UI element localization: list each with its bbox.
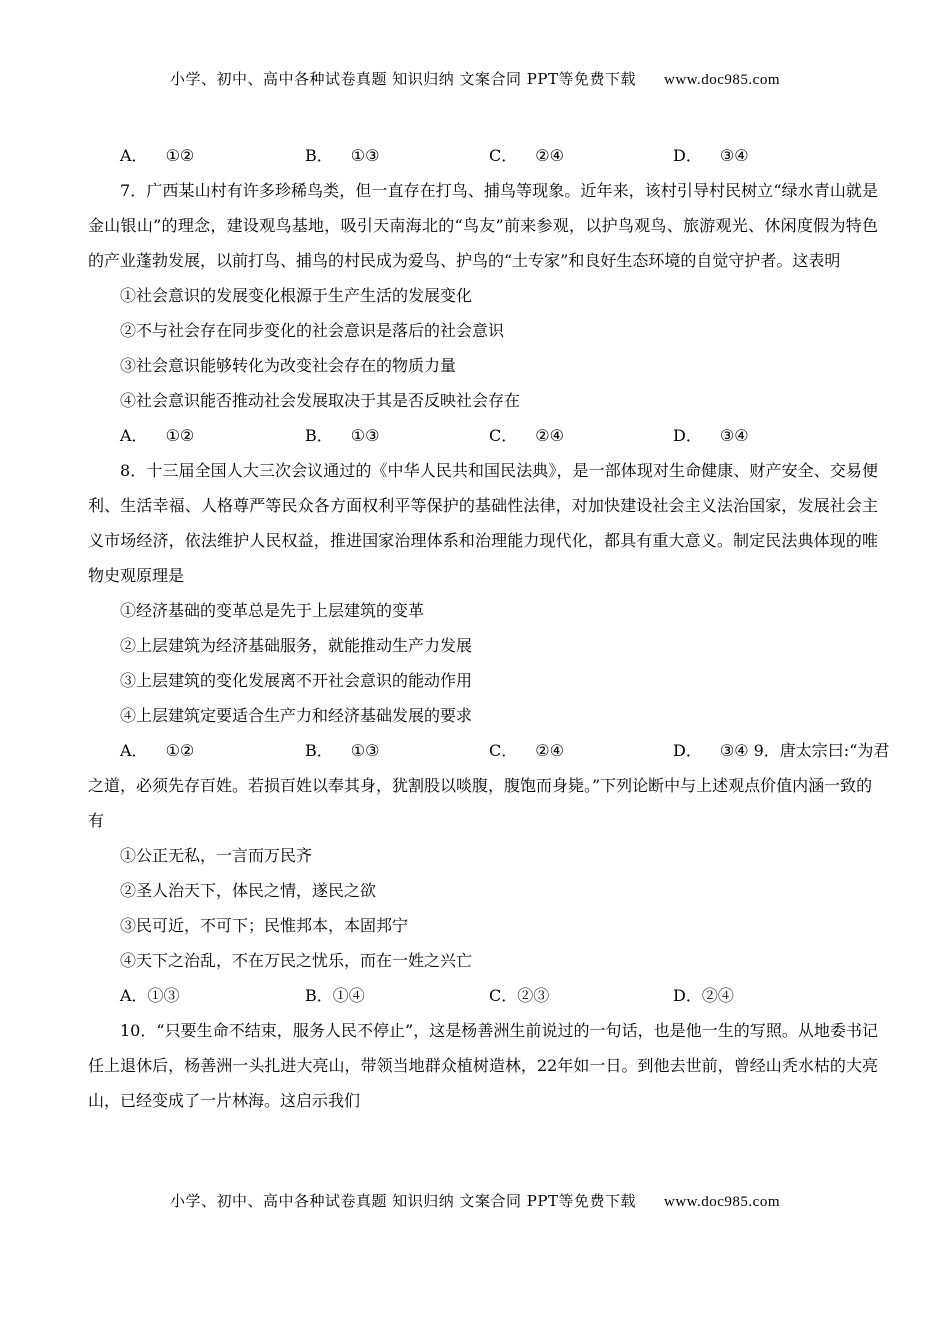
- q8-stem: 8．十三届全国人大三次会议通过的《中华人民共和国民法典》，是一部体现对生命健康、财产安全、交易便利、生活幸福、人格尊严等民众各方面权利平等保护的基础性法律，对加快建设社会主义法治国家，发展社会主义市场经济，依法维护人民权益，推进国家治理体系和治理能力现代化，都具有重大意义。制定民法典体现的唯物史观原理是: [88, 461, 878, 585]
- q9-item-4: ④天下之治乱，不在万民之忧乐，而在一姓之兴亡: [120, 951, 473, 970]
- q6-options: [88, 138, 878, 173]
- footer-site: www.doc985.com: [663, 1194, 780, 1210]
- option-d: D． ③④ 9．唐太宗曰:“为君: [673, 741, 890, 760]
- option-a: A． ①②: [120, 426, 195, 445]
- q7-item-3: ③社会意识能够转化为改变社会存在的物质力量: [120, 356, 457, 375]
- q9-item-2: ②圣人治天下，体民之情，遂民之欲: [120, 881, 377, 900]
- q8-item-3: ③上层建筑的变化发展离不开社会意识的能动作用: [120, 671, 473, 690]
- q8-item-1: ①经济基础的变革总是先于上层建筑的变革: [120, 601, 425, 620]
- option-a: A． ①②: [120, 741, 195, 760]
- q8-item-4: ④上层建筑定要适合生产力和经济基础发展的要求: [120, 706, 473, 725]
- option-c: C． ②④: [489, 741, 564, 760]
- header-text: 小学、初中、高中各种试卷真题 知识归纳 文案合同 PPT等免费下载: [169, 70, 636, 88]
- q7-item-1: ①社会意识的发展变化根源于生产生活的发展变化: [120, 286, 473, 305]
- page-footer: [0, 1190, 950, 1211]
- option-c: C． ②④: [489, 426, 564, 445]
- q8-options: [88, 733, 890, 768]
- q7-item-4: ④社会意识能否推动社会发展取决于其是否反映社会存在: [120, 391, 521, 410]
- page-header: [0, 68, 950, 89]
- option-b: B． ①③: [305, 741, 380, 760]
- q10-stem: 10．“只要生命不结束，服务人民不停止”，这是杨善洲生前说过的一句话，也是他一生的写照。从地委书记任上退休后，杨善洲一头扎进大亮山，带领当地群众植树造林，22年如一日。到他去世前，曾经山秃水枯的大亮山，已经变成了一片林海。这启示我们: [88, 1021, 878, 1110]
- option-b: B．①④: [305, 986, 365, 1005]
- option-a: A．①③: [120, 986, 180, 1005]
- header-site: www.doc985.com: [663, 72, 780, 88]
- option-c: C． ②④: [489, 146, 564, 165]
- option-c: C．②③: [489, 986, 550, 1005]
- option-d: D． ③④: [673, 146, 749, 165]
- option-a: A． ①②: [120, 146, 195, 165]
- footer-text: 小学、初中、高中各种试卷真题 知识归纳 文案合同 PPT等免费下载: [169, 1192, 636, 1210]
- q9-options: [88, 978, 878, 1013]
- q7-stem: 7．广西某山村有许多珍稀鸟类，但一直存在打鸟、捕鸟等现象。近年来，该村引导村民树立“绿水青山就是金山银山”的理念，建设观鸟基地，吸引天南海北的“鸟友”前来参观，以护鸟观鸟、旅游观光、休闲度假为特色的产业蓬勃发展，以前打鸟、捕鸟的村民成为爱鸟、护鸟的“土专家”和良好生态环境的自觉守护者。这表明: [88, 181, 878, 270]
- q8-item-2: ②上层建筑为经济基础服务，就能推动生产力发展: [120, 636, 473, 655]
- q7-item-2: ②不与社会存在同步变化的社会意识是落后的社会意识: [120, 321, 505, 340]
- q9-item-1: ①公正无私，一言而万民齐: [120, 846, 313, 865]
- option-d: D．②④: [673, 986, 734, 1005]
- option-d: D． ③④: [673, 426, 749, 445]
- page-content: [88, 138, 890, 1118]
- option-b: B． ①③: [305, 426, 380, 445]
- option-b: B． ①③: [305, 146, 380, 165]
- q9-item-3: ③民可近，不可下；民惟邦本，本固邦宁: [120, 916, 409, 935]
- q9-stem: 之道，必须先存百姓。若损百姓以奉其身，犹割股以啖腹，腹饱而身毙。”下列论断中与上述观点价值内涵一致的有: [88, 776, 873, 830]
- q7-options: [88, 418, 878, 453]
